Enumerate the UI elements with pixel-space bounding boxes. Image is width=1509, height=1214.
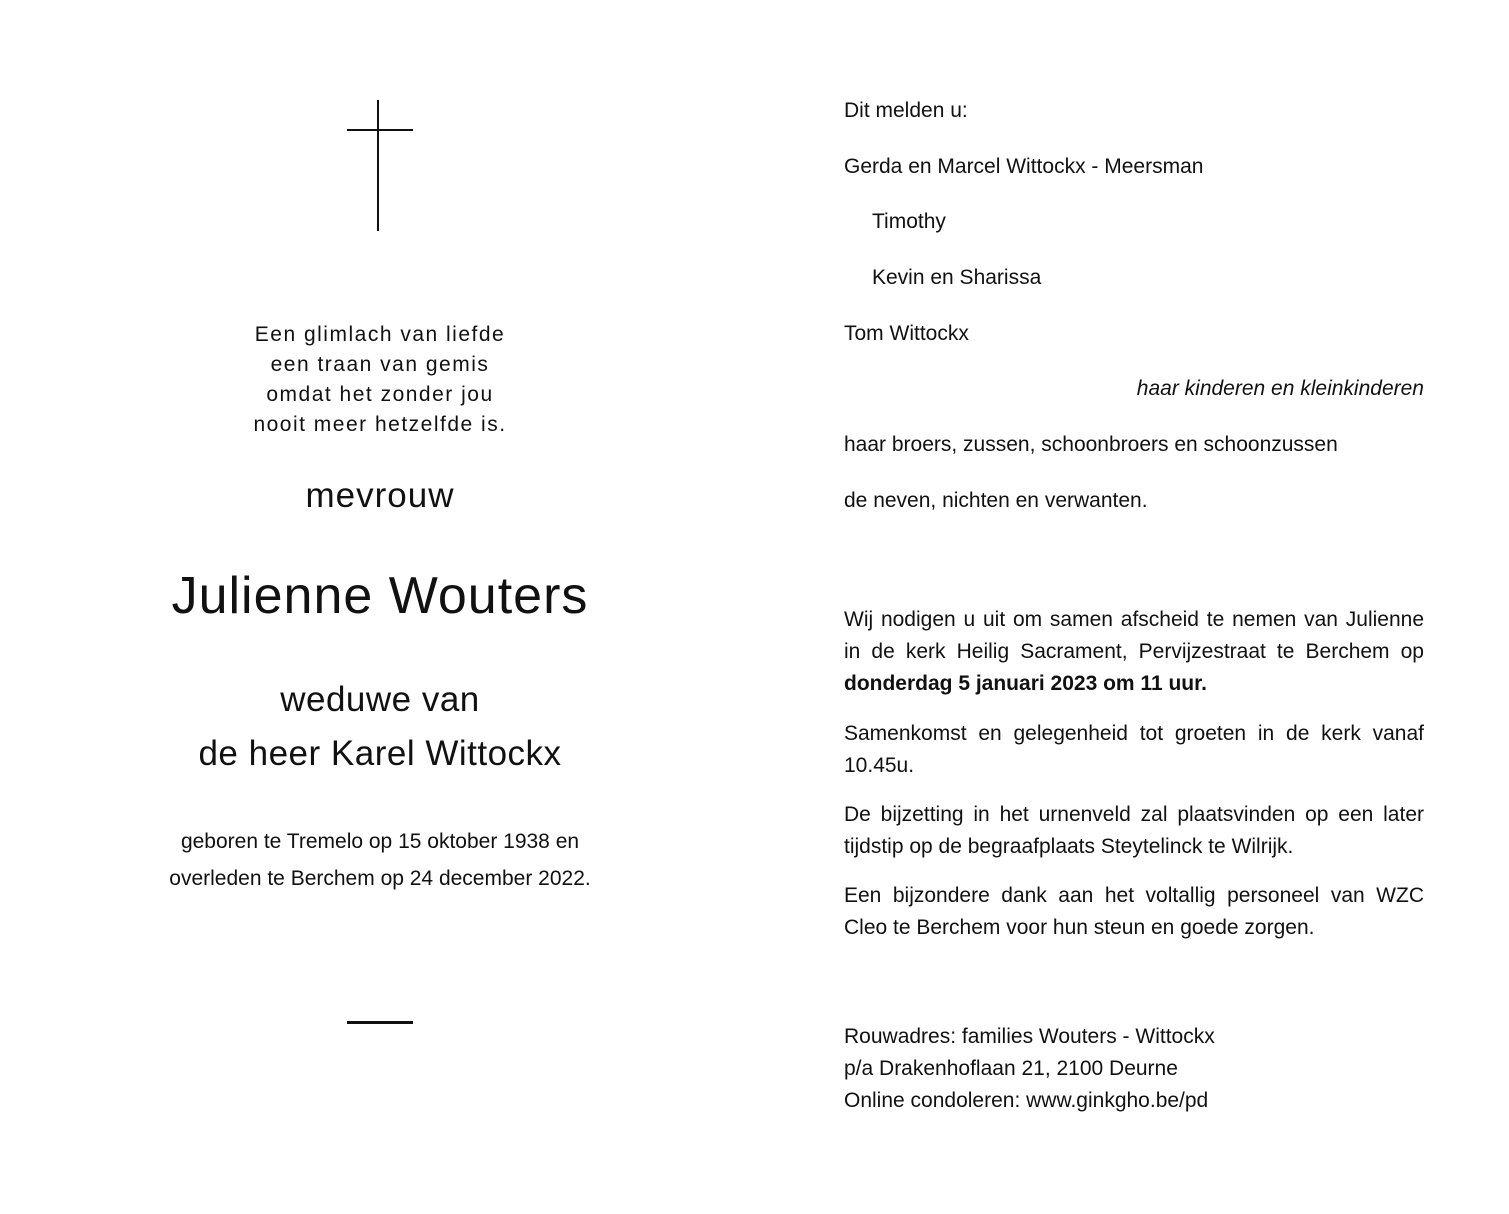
right-panel <box>844 0 1424 1214</box>
poem-line: omdat het zonder jou <box>266 383 494 406</box>
poem <box>130 320 630 440</box>
invitation-text: Wij nodigen u uit om samen afscheid te nemen van Julienne in de kerk Heilig Sacrament, Pervijzestraat te Berchem op <box>844 608 1424 663</box>
family-line: Tom Wittockx <box>844 322 969 345</box>
address-line: Rouwadres: families Wouters - Wittockx <box>844 1025 1215 1048</box>
family-line: Gerda en Marcel Wittockx - Meersman <box>844 155 1204 178</box>
mourning-address <box>844 1021 1215 1117</box>
left-panel <box>130 0 630 1214</box>
deceased-name: Julienne Wouters <box>171 567 589 625</box>
kids-label: haar kinderen en kleinkinderen <box>1136 377 1424 400</box>
burial-paragraph: De bijzetting in het urnenveld zal plaatsvinden op een later tijdstip op de begraafplaats Steytelinck te Wilrijk. <box>844 803 1424 858</box>
grandchild-line: Kevin en Sharissa <box>872 266 1042 289</box>
invitation-paragraph <box>844 604 1424 700</box>
invitation-date: donderdag 5 januari 2023 om 11 uur. <box>844 672 1207 695</box>
intro: Dit melden u: <box>844 99 968 122</box>
widow-line: weduwe van <box>280 680 480 719</box>
birth-line: geboren te Tremelo op 15 oktober 1938 en <box>180 830 580 853</box>
poem-line: nooit meer hetzelfde is. <box>253 413 507 436</box>
honorific: mevrouw <box>305 476 455 515</box>
gathering-paragraph: Samenkomst en gelegenheid tot groeten in de kerk vanaf 10.45u. <box>844 722 1424 777</box>
cross-icon <box>377 100 379 231</box>
cross-icon-bar <box>347 129 413 131</box>
siblings-line: haar broers, zussen, schoonbroers en schoonzussen <box>844 433 1338 456</box>
condolence-line: Online condoleren: www.ginkgho.be/pd <box>844 1089 1209 1112</box>
death-line: overleden te Berchem op 24 december 2022. <box>169 867 591 890</box>
poem-line: Een glimlach van liefde <box>254 323 506 346</box>
widow-of <box>130 673 630 781</box>
relatives-line: de neven, nichten en verwanten. <box>844 489 1148 512</box>
thanks-paragraph: Een bijzondere dank aan het voltallig personeel van WZC Cleo te Berchem voor hun steun en goede zorgen. <box>844 884 1424 939</box>
address-line: p/a Drakenhoflaan 21, 2100 Deurne <box>844 1057 1178 1080</box>
life-dates <box>130 823 630 897</box>
grandchild-line: Timothy <box>872 210 946 233</box>
poem-line: een traan van gemis <box>270 353 490 376</box>
spouse-name: de heer Karel Wittockx <box>198 734 562 773</box>
divider <box>347 1021 413 1024</box>
